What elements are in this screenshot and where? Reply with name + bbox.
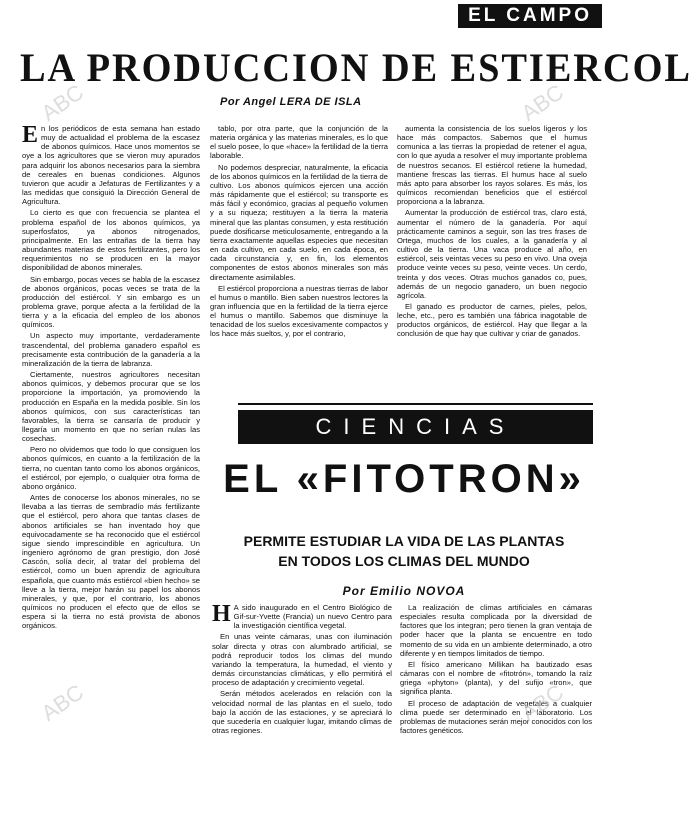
article-column-2 [210,124,388,402]
fitotron-byline: Por Emilio NOVOA [342,584,466,598]
dropcap: H [212,601,231,627]
watermark-logo: ABC [36,79,89,126]
paragraph: tablo, por otra parte, que la conjunción de la materia orgánica y las materias minerales, es lo que el suelo posee, lo que «hace» la fertilidad de la tierra laborable. [210,124,388,161]
paragraph: Serán métodos acelerados en relación con la velocidad normal de las plantas en el suelo, todo bajo la acción de las estaciones, y se apreciará lo que sucedería en cualquier lugar, imitando climas de otras regiones. [212,689,392,736]
article-column-3 [397,124,587,402]
paragraph-text: A sido inaugurado en el Centro Biológico de Gif-sur-Yvette (Francia) un nuevo Centro para la investigación científica vegetal. [233,603,392,631]
paragraph: Pero no olvidemos que todo lo que consiguen los abonos químicos, en cuanto a la fertilización de la tierra, no cuentan tanto como los abonos orgánicos, el estiércol, por ejemplo, o cualquier otra forma de abono orgánico. [22,445,200,491]
watermark-logo: ABC [36,679,89,726]
paragraph: El estiércol proporciona a nuestras tierras de labor el humus o mantillo. Bien saben nuestros lectores la gran influencia que en la fertilidad de la tierra ejerce el humus o mantillo. Sabemos que disminuye la tenacidad de los suelos excesivamente compactos y los hace más sueltos, y, por el contrario, [210,283,388,339]
paragraph: El proceso de adaptación de vegetales a cualquier clima puede ser determinado en el laboratorio. Los problemas de mutaciones serán mejor conocidos con los factores genéticos. [400,698,592,736]
section-tag-el-campo: EL CAMPO [458,4,602,28]
paragraph [212,603,392,630]
fitotron-column-1 [212,603,392,803]
section-banner-ciencias: CIENCIAS [238,410,593,444]
paragraph: En unas veinte cámaras, unas con iluminación solar directa y otras con alumbrado artificial, se podrá reproducir todos los climas del mundo variando la temperatura, la humedad, el viento y demás circunstancias climáticas, y ello permitirá el proceso de adaptación y crecimiento vegetal. [212,632,392,688]
watermark-logo: ABC [516,679,569,726]
paragraph: El ganado es productor de carnes, pieles, pelos, leche, etc., pero es también una fábrica inagotable de productos orgánicos, de estiércol. Hay que llegar a la conclusión de que hay que cultivar y criar de ganados. [397,301,587,339]
fitotron-subheadline-1: PERMITE ESTUDIAR LA VIDA DE LAS PLANTAS [243,533,565,549]
paragraph: Sin embargo, pocas veces se habla de la escasez de abonos orgánicos, pocas veces se trata de la producción del estiércol. Y sin embargo es un problema grave, porque afecta a la fertilidad de la tierra y a la eficacia del empleo de los abonos químicos. [22,274,200,330]
paragraph-text: n los periódicos de esta semana han estado muy de actualidad el problema de la escasez de abonos químicos. Hace unos momentos se oye a los agricultores que se vieron muy apurados para adquirir los abonos necesarios para la siembra de cereales en buenas condiciones. Algunos tuvieron que acudir a Jefaturas de Fertilizantes y a las medidas que consiguió la Dirección General de Agricultura. [22,124,200,207]
section-divider [238,403,593,405]
watermark-logo: ABC [516,79,569,126]
fitotron-headline: EL «FITOTRON» [223,457,585,501]
paragraph [22,124,200,206]
paragraph: El físico americano Millikan ha bautizado esas cámaras con el nombre de «fitotrón», tomando la raíz griega «phyton» (planta), y del sufijo «tron», que significa planta. [400,659,592,697]
article-column-1 [22,124,200,796]
paragraph: Aumentar la producción de estiércol tras, claro está, aumentar el número de la ganadería. Por aquí prácticamente caminos a seguir, son las tres frases de Ortega, muchos de los cuales, a la ganadería y al cultivo de la tierra. Una vaca produce al año, en estiércol, seis veintas veces su peso en vivo. Una oveja produce veinte veces su peso, veinte veces. Un cerdo, treinta y dos veces. Otras muchos ganados co, pues, además de un negocio ganadero, un buen negocio agrícola. [397,208,587,300]
article-headline: LA PRODUCCION DE ESTIERCOL [20,45,692,90]
paragraph: aumenta la consistencia de los suelos ligeros y los hace más compactos. Sabemos que el humus comunica a las tierras la propiedad de retener el agua, con lo que ayuda a resolver el muy importante problema de nuestros secanos. El estiércol retiene la humedad, mantiene frescas las tierras. El humus hace al suelo más apto para absorber los rayos solares. Es más, los químicos recomiendan beneficios que el estiércol proporciona a la labranza. [397,124,587,207]
article-byline: Por Angel LERA DE ISLA [220,96,362,108]
paragraph: Lo cierto es que con frecuencia se plantea el problema español de los abonos químicos, ya superfosfatos, ya abonos nitrogenados, principalmente. En las entrañas de la tierra hay abundantes materias de estos fertilizantes, pero los requerimientos no se producen en la mayor disponibilidad de abonos minerales. [22,208,200,273]
paragraph: No podemos despreciar, naturalmente, la eficacia de los abonos químicos en la fertilidad de la tierra de cultivo. Los abonos químicos ejercen una acción más rápidamente que el estiércol; su transporte es más fácil y económico, gracias al pequeño volumen y a su riqueza; restituyen a la tierra la materia mineral que las plantas consumen, y esta restitución puede dosificarse meticulosamente, entregando a la tierra exactamente aquellas especies que necesitan en cada cultivo, en cada suelo, en cada época, en cada circunstancia y, en fin, los elementos componentes de estos abonos minerales son más directamente asimilables. [210,162,388,282]
paragraph: La realización de climas artificiales en cámaras especiales resulta complicada por la diversidad de factores que los integran; pero tienen la gran ventaja de poder hacer que la planta se encuentre en todo momento de su vida en un ambiente determinado, a otro diferente y en tiempos limitados de tiempo. [400,603,592,658]
dropcap: E [22,122,39,148]
fitotron-subheadline-2: EN TODOS LOS CLIMAS DEL MUNDO [278,553,530,569]
paragraph: Un aspecto muy importante, verdaderamente trascendental, del problema ganadero español es precisamente esta contribución de la ganadería a la mineralización de la tierra de labranza. [22,331,200,368]
paragraph: Ciertamente, nuestros agricultores necesitan abonos químicos, y debemos procurar que se los proporcione la importación, ya promoviendo la producción en España en la medida posible. Sin los abonos químicos, con sus características tan favorables, la tierra se cansaría de producir y llegaría un momento en que no serían nulas las cosechas. [22,370,200,444]
paragraph: Antes de conocerse los abonos minerales, no se llevaba a las tierras de sembradío más fertilizante que el estiércol, pero ahora que tantas clases de abonos artificiales se han inventado hoy que equivocadamente se ha reconocido que el estiércol sigue siendo imprescindible en agricultura. Un ingeniero agrónomo de gran prestigio, don José Cascón, solía decir, al tratar del problema del estiércol, como un buen aprendiz de agricultura española, que cuanto más estiércol «bien hecho» se lleve a la tierra, mejor harán su papel los abonos minerales, y que, por el contrario, los abonos químicos no producen el efecto que de ellos se espera si la tierra no está provista de abonos orgánicos. [22,493,200,631]
